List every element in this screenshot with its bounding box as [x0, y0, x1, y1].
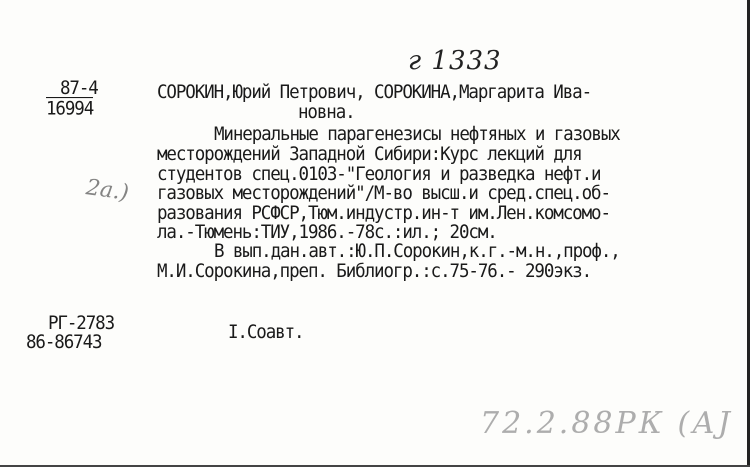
handwritten-bottom-mark: 72.2.88РК (АJ: [480, 406, 733, 441]
handwritten-top-mark: г 1333: [408, 46, 502, 76]
entry-line-1: СОРОКИН,Юрий Петрович, СОРОКИНА,Маргарита Ива-: [157, 82, 592, 104]
entry-line-7: разования РСФСР,Тюм.индустр.ин-т им.Лен.комсомо-: [157, 203, 610, 225]
registry-number-1: РГ-2783: [48, 313, 115, 335]
handwritten-left-mark: 2а.): [84, 175, 131, 206]
call-number-inventory: 16994: [46, 98, 94, 120]
entry-line-6: газовых месторождений"/М-во высш.и сред.спец.об-: [157, 183, 610, 205]
call-number-shelf: 87-4: [60, 78, 98, 100]
entry-line-8: ла.-Тюмень:ТИУ,1986.-78с.:ил.; 20см.: [157, 222, 497, 244]
entry-line-5: студентов спец.0103-"Геология и разведка нефт.и: [157, 164, 601, 186]
entry-line-2: новна.: [298, 102, 355, 124]
entry-line-9: В вып.дан.авт.:Ю.П.Сорокин,к.г.-м.н.,проф.,: [214, 241, 620, 263]
coauthor-note: I.Соавт.: [228, 322, 304, 344]
entry-line-3: Минеральные парагенезисы нефтяных и газовых: [214, 124, 620, 146]
entry-line-10: М.И.Сорокина,преп. Библиогр.:с.75-76.- 290экз.: [157, 261, 592, 283]
registry-number-2: 86-86743: [26, 332, 102, 354]
entry-line-4: месторождений Западной Сибири:Курс лекций для: [157, 144, 582, 166]
